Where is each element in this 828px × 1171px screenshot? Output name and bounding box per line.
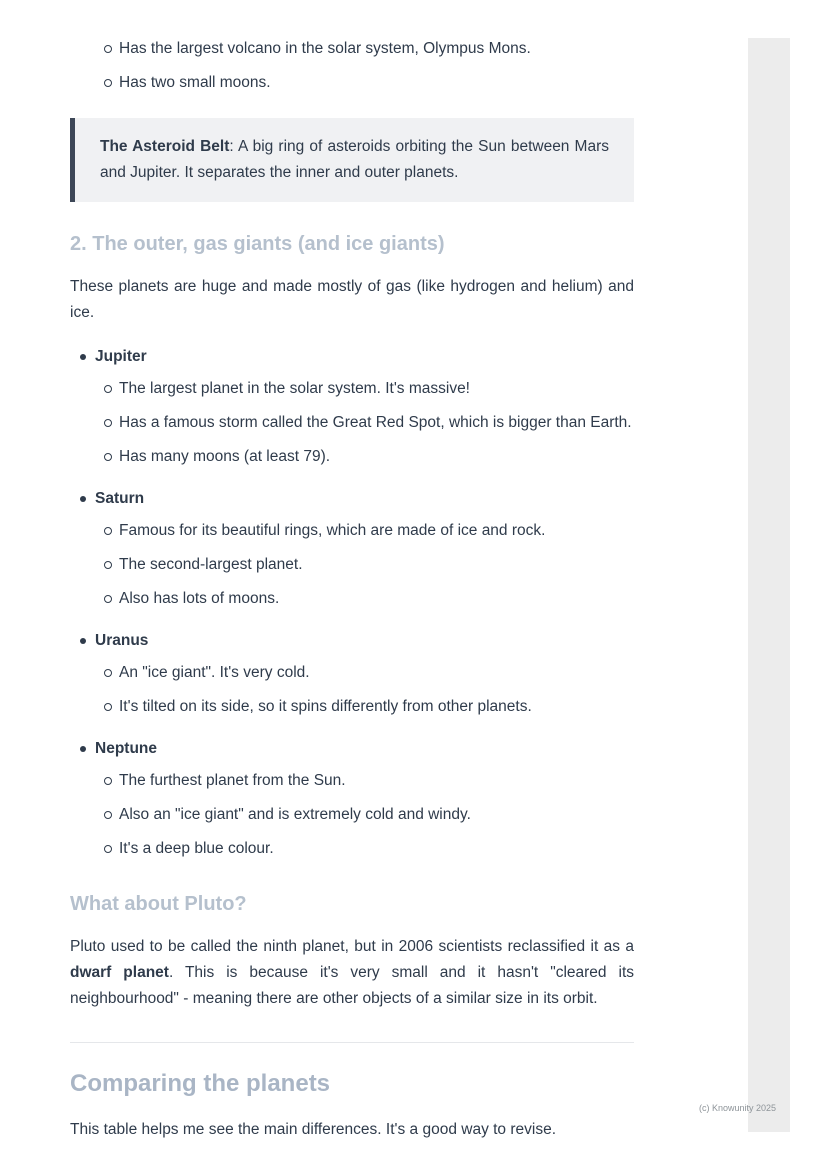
heading-outer-planets: 2. The outer, gas giants (and ice giants) — [70, 233, 445, 255]
heading-pluto: What about Pluto? — [70, 893, 247, 915]
list-item-text: Famous for its beautiful rings, which are made of ice and rock. — [119, 522, 546, 539]
list-item-text: The second-largest planet. — [119, 556, 303, 573]
planet-name: Uranus — [95, 632, 149, 649]
list-item — [70, 836, 634, 862]
planet-name: Jupiter — [95, 348, 147, 365]
list-item — [70, 410, 634, 436]
planet-item — [70, 344, 634, 470]
planet-facts-list — [70, 376, 634, 470]
list-item-text: Has many moons (at least 79). — [119, 448, 331, 465]
planet-name: Neptune — [95, 740, 157, 757]
planet-facts-list — [70, 660, 634, 720]
list-item — [70, 518, 634, 544]
comparing-intro: This table helps me see the main differences. It's a good way to revise. — [70, 1121, 557, 1138]
planet-item — [70, 736, 634, 862]
list-item — [70, 694, 634, 720]
list-item-text: The furthest planet from the Sun. — [119, 772, 346, 789]
list-item — [70, 70, 634, 96]
copyright-watermark: (c) Knowunity 2025 — [698, 1103, 776, 1113]
asteroid-belt-callout — [70, 118, 634, 202]
list-item — [70, 36, 634, 62]
document-content — [70, 36, 634, 1143]
list-item — [70, 444, 634, 470]
list-item-text: The largest planet in the solar system. It's massive! — [119, 380, 470, 397]
callout-body: : A big ring of asteroids orbiting the Sun between Mars and Jupiter. It separates the inner and outer planets. — [100, 138, 610, 181]
planet-name: Saturn — [95, 490, 145, 507]
planet-facts-list — [70, 768, 634, 862]
planet-item — [70, 486, 634, 612]
list-item — [70, 660, 634, 686]
list-item-text: Has the largest volcano in the solar system, Olympus Mons. — [119, 40, 531, 57]
list-item — [70, 552, 634, 578]
pluto-paragraph — [70, 934, 634, 1012]
list-item — [70, 768, 634, 794]
outer-planets-intro: These planets are huge and made mostly of gas (like hydrogen and helium) and ice. — [70, 278, 634, 321]
list-item — [70, 376, 634, 402]
section-divider — [70, 1042, 634, 1043]
list-item-text: It's tilted on its side, so it spins differently from other planets. — [119, 698, 532, 715]
list-item — [70, 802, 634, 828]
pluto-text-before: Pluto used to be called the ninth planet, but in 2006 scientists reclassified it as a — [70, 938, 634, 955]
planet-item — [70, 628, 634, 720]
list-item-text: Also an "ice giant" and is extremely cold and windy. — [119, 806, 471, 823]
list-item-text: Also has lots of moons. — [119, 590, 280, 607]
planet-facts-list — [70, 518, 634, 612]
heading-comparing: Comparing the planets — [70, 1070, 331, 1097]
list-item-text: Has a famous storm called the Great Red Spot, which is bigger than Earth. — [119, 414, 632, 431]
list-item-text: An "ice giant". It's very cold. — [119, 664, 310, 681]
list-item-text: It's a deep blue colour. — [119, 840, 274, 857]
pluto-text-after: . This is because it's very small and it hasn't "cleared its neighbourhood" - meaning there are other objects of a similar size in its orbit. — [70, 964, 634, 1007]
planet-list — [70, 344, 634, 862]
mars-facts-list — [70, 36, 634, 96]
list-item — [70, 586, 634, 612]
scrollbar-track[interactable] — [748, 38, 790, 1132]
pluto-bold: dwarf planet — [70, 964, 169, 981]
list-item-text: Has two small moons. — [119, 74, 271, 91]
callout-bold: The Asteroid Belt — [100, 138, 230, 155]
callout-text — [100, 134, 609, 186]
